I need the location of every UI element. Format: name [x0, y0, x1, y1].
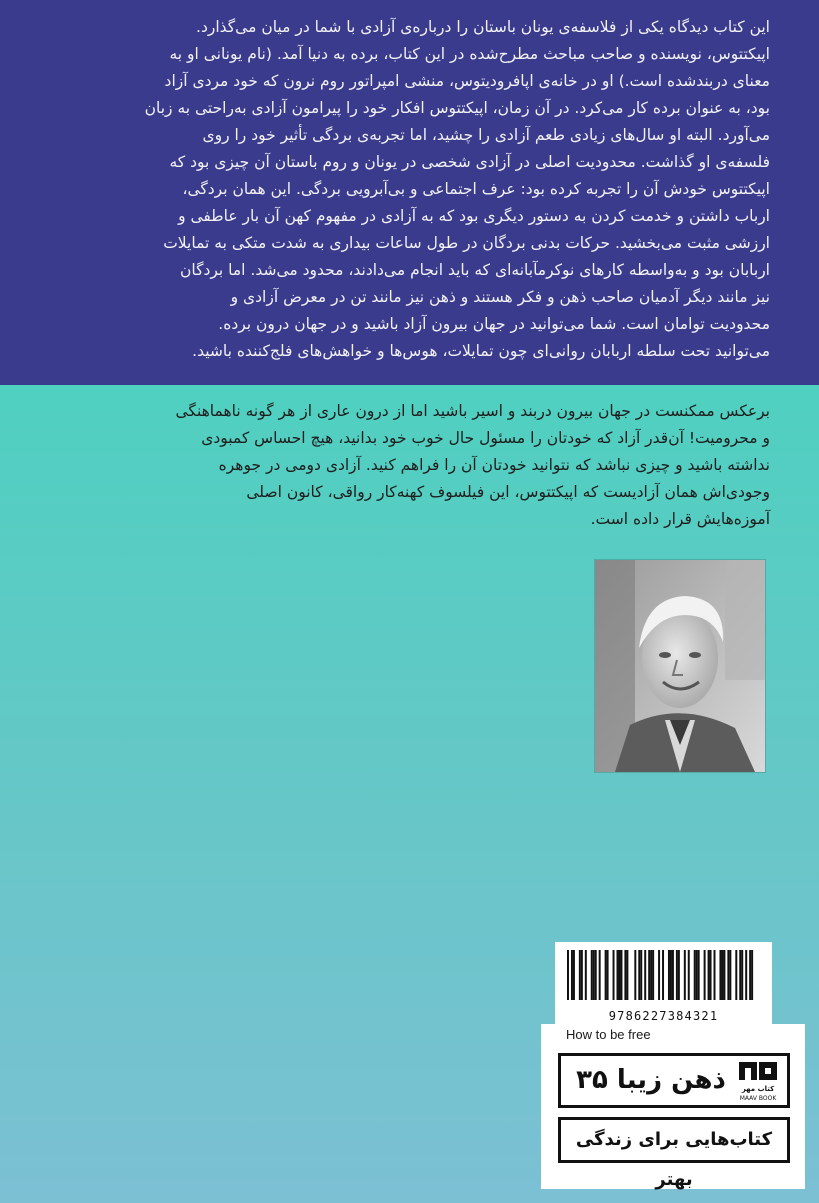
barcode-bar [749, 950, 751, 1000]
barcode-bar [721, 950, 723, 1000]
english-title: How to be free [566, 1027, 651, 1042]
barcode-bar [595, 950, 597, 1000]
barcode-bar [607, 950, 609, 1000]
text-line: اپیکتتوس، نویسنده و صاحب مباحث مطرح‌شده در این کتاب، برده به دنیا آمد. (نام یونانی او به [169, 45, 770, 63]
barcode-bar [567, 950, 569, 1000]
barcode-bar [617, 950, 619, 1000]
description-paragraph-bottom [58, 398, 770, 533]
barcode-bar [678, 950, 680, 1000]
barcode-bar [741, 950, 743, 1000]
publisher-logo [737, 1060, 781, 1102]
barcode-bar [688, 950, 690, 1000]
author-portrait [595, 560, 765, 772]
series-name: ذهن زیبا ۳۵ [576, 1065, 726, 1095]
barcode-bar [599, 950, 601, 1000]
barcode-bar [723, 950, 725, 1000]
text-line: معنای دربندشده است.) او در خانه‌ی اپافرودیتوس، منشی امپراتور روم نرون که خود مردی آزاد [164, 72, 770, 90]
barcode-bar [652, 950, 654, 1000]
description-paragraph-top [58, 14, 770, 365]
barcode-bar [684, 950, 686, 1000]
series-frame [558, 1053, 790, 1108]
barcode-bar [714, 950, 716, 1000]
text-line: نداشته باشید و چیزی نباشد که نتوانید خودتان آن را فراهم کنید. آزادی دومی در جوهره [218, 456, 770, 474]
text-line: ارباب داشتن و خدمت کردن به دستور دیگری بود که به آزادی در مفهوم کهن آن بار عاطفی و [178, 207, 770, 225]
barcode-bar [638, 950, 640, 1000]
barcode-bar [605, 950, 607, 1000]
series-tagline: کتاب‌هایی برای زندگی بهتر [575, 1129, 773, 1190]
barcode-bar [626, 950, 628, 1000]
barcode-bar [648, 950, 650, 1000]
text-line: اپیکتتوس خودش آن را تجربه کرده بود: عرف اجتماعی و بی‌آبرویی بردگی. این همان بردگی، [182, 180, 770, 198]
barcode-bar [668, 950, 670, 1000]
barcode-bar [585, 950, 587, 1000]
text-line: این کتاب دیدگاه یکی از فلاسفه‌ی یونان باستان را درباره‌ی آزادی با شما در میان می‌گذارد. [196, 18, 770, 36]
barcode-bar [644, 950, 646, 1000]
barcode-bar [640, 950, 642, 1000]
barcode-bar [676, 950, 678, 1000]
barcode-bar [670, 950, 672, 1000]
barcode-bar [698, 950, 700, 1000]
barcode-bar [696, 950, 698, 1000]
barcode-bar [650, 950, 652, 1000]
barcode-bar [573, 950, 575, 1000]
text-line: وجودی‌اش همان آزادیست که اپیکتتوس، این فیلسوف کهنه‌کار رواقی، کانون اصلی [246, 483, 770, 501]
barcode-bar [624, 950, 626, 1000]
barcode-bar [634, 950, 636, 1000]
barcode-bar [735, 950, 737, 1000]
barcode-bar [591, 950, 593, 1000]
publisher-logo-mark [737, 1060, 781, 1102]
barcode-bar [613, 950, 615, 1000]
barcode-bar [751, 950, 753, 1000]
barcode-bars [555, 942, 772, 1004]
barcode-bar [593, 950, 595, 1000]
barcode-bar [704, 950, 706, 1000]
barcode-bar [618, 950, 620, 1000]
publisher-logo-text: کتاب مهر [741, 1085, 775, 1093]
barcode-bar [739, 950, 741, 1000]
barcode-bar [729, 950, 731, 1000]
text-line: می‌توانید تحت سلطه اربابان روانی‌ای چون تمایلات، هوس‌ها و خواهش‌های فلج‌کننده باشید. [192, 342, 770, 360]
barcode-bar [620, 950, 622, 1000]
barcode-bar [727, 950, 729, 1000]
barcode-bar [581, 950, 583, 1000]
text-line: برعکس ممکنست در جهان بیرون دربند و اسیر باشید اما از درون عاری از هر گونه ناهماهنگی [175, 402, 770, 420]
barcode-bar [662, 950, 664, 1000]
barcode-bar [710, 950, 712, 1000]
text-line: می‌آورد. البته او سال‌های زیادی طعم آزادی را چشید، اما تجربه‌ی بردگی تأثیر خود را روی [202, 126, 770, 144]
barcode-bar [745, 950, 747, 1000]
text-line: فلسفه‌ی او گذاشت. محدودیت اصلی در آزادی شخصی در یونان و روم باستان آن چیزی بود که [169, 153, 770, 171]
text-line: ارزشی مثبت می‌بخشید. حرکات بدنی بردگان در طول ساعات بیداری به شدت متکی به تمایلات [163, 234, 770, 252]
barcode-bar [708, 950, 710, 1000]
publisher-logo-subtext: MAAV BOOK [739, 1095, 777, 1102]
tagline-frame [558, 1117, 790, 1190]
text-line: آموزه‌هایش قرار داده است. [590, 510, 770, 528]
barcode-bar [694, 950, 696, 1000]
barcode-bar [719, 950, 721, 1000]
barcode-bar [658, 950, 660, 1000]
text-line: نیز مانند دیگر آدمیان صاحب ذهن و فکر هستند و ذهن نیز مانند تن در معرض آزادی و [230, 288, 770, 306]
isbn-number: 9786227384321 [608, 1009, 719, 1023]
barcode-bar [579, 950, 581, 1000]
text-line: اربابان بود و به‌واسطه کارهای نوکرمآبانه‌ای که باید انجام می‌دادند، محدود می‌شد. اما بردگان [179, 261, 770, 279]
text-line: محدودیت توامان است. شما می‌توانید در جهان بیرون آزاد باشید و در جهان درون برده. [218, 315, 770, 333]
portrait-illustration [595, 560, 765, 772]
barcode [555, 942, 772, 1026]
text-line: و محرومیت! آن‌قدر آزاد که خودتان را مسئول حال خوب خود بدانید، هیچ احساس کمبودی [201, 429, 770, 447]
barcode-bar [571, 950, 573, 1000]
text-line: بود، به عنوان برده کار می‌کرد. در آن زمان، اپیکتتوس افکار خود را پیرامون آزادی به‌راحتی به زبان [144, 99, 770, 117]
barcode-bar [672, 950, 674, 1000]
